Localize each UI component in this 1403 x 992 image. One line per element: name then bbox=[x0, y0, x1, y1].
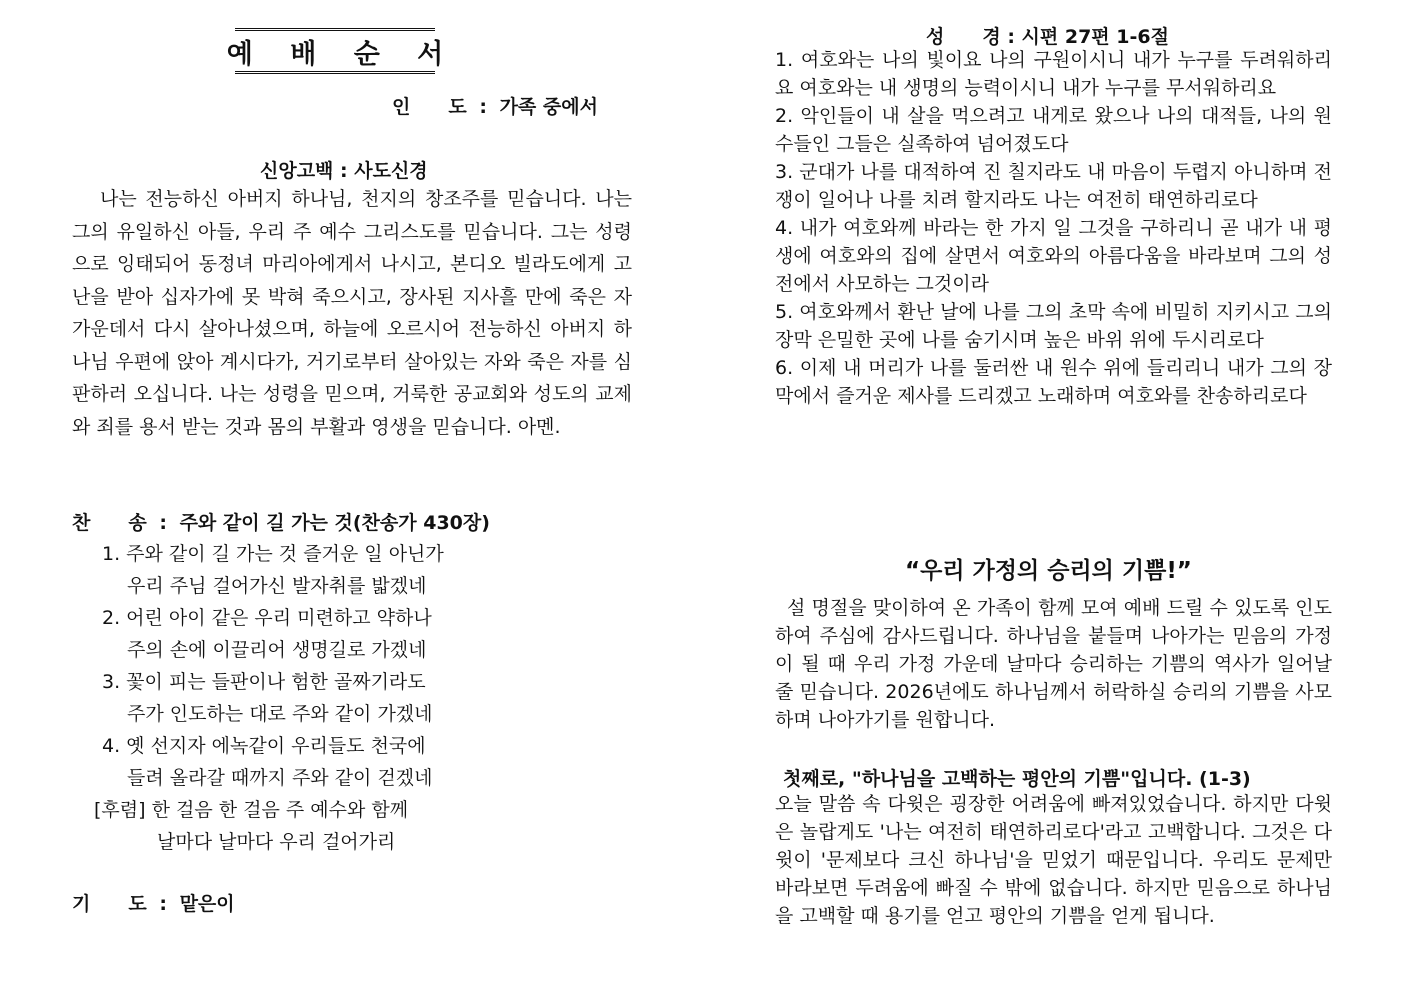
sermon-title: “우리 가정의 승리의 기쁨!” bbox=[905, 558, 1192, 584]
invocation-line bbox=[392, 92, 598, 119]
hymn-colon: : bbox=[159, 512, 167, 534]
hymn-line-2: 우리 주님 걸어가신 발자취를 밟겠네 bbox=[127, 575, 427, 597]
hymn-title: 주와 같이 길 가는 것(찬송가 430장) bbox=[179, 512, 490, 534]
prayer-label: 기 도 bbox=[72, 893, 147, 915]
hymn-label: 찬 송 bbox=[72, 512, 147, 534]
prayer-colon: : bbox=[159, 893, 167, 915]
hymn-line-1: 1. 주와 같이 길 가는 것 즐거운 일 아닌가 bbox=[102, 543, 444, 565]
verse-6: 6. 이제 내 머리가 나를 둘러싼 내 원수 위에 들리리니 내가 그의 장막에서 즐거운 제사를 드리겠고 노래하며 여호와를 찬송하리로다 bbox=[775, 357, 1332, 407]
hymn-line bbox=[72, 508, 490, 535]
prayer-line bbox=[72, 889, 235, 916]
creed-heading: 신앙고백 : 사도신경 bbox=[260, 160, 428, 182]
hymn-refrain-2: 날마다 날마다 우리 걸어가리 bbox=[157, 831, 396, 853]
hymn-line-8: 들려 올라갈 때까지 주와 같이 걷겠네 bbox=[127, 767, 433, 789]
verse-2: 2. 악인들이 내 살을 먹으려고 내게로 왔으나 나의 대적들, 나의 원수들인 그들은 실족하여 넘어졌도다 bbox=[775, 105, 1332, 155]
hymn-line-3: 2. 어린 아이 같은 우리 미련하고 약하나 bbox=[102, 607, 432, 629]
sermon-intro: 설 명절을 맞이하여 온 가족이 함께 모여 예배 드릴 수 있도록 인도하여 주심에 감사드립니다. 하나님을 붙들며 나아가는 믿음의 가정이 될 때 우리 가정 가운데 날마다 승리하는 기쁨의 역사가 일어날 줄 믿습니다. 2026년에도 하나님께서 허락하실 승리의 기쁨을 사모하며 나아가기를 원합니다. bbox=[775, 597, 1332, 731]
hymn-refrain-1: [후렴] 한 걸음 한 걸음 주 예수와 함께 bbox=[94, 799, 409, 821]
point-1-heading: 첫째로, "하나님을 고백하는 평안의 기쁨"입니다. (1-3) bbox=[783, 768, 1251, 790]
verse-3: 3. 군대가 나를 대적하여 진 칠지라도 내 마음이 두렵지 아니하며 전쟁이 일어나 나를 치려 할지라도 나는 여전히 태연하리로다 bbox=[775, 161, 1332, 211]
verse-5: 5. 여호와께서 환난 날에 나를 그의 초막 속에 비밀히 지키시고 그의 장막 은밀한 곳에 나를 숨기시며 높은 바위 위에 두시리로다 bbox=[775, 301, 1332, 351]
scripture-passage bbox=[775, 46, 1332, 410]
prayer-value: 맡은이 bbox=[179, 893, 235, 915]
page-title: 예 배 순 서 bbox=[226, 38, 458, 70]
hymn-line-7: 4. 옛 선지자 에녹같이 우리들도 천국에 bbox=[102, 735, 426, 757]
scripture-heading: 성 경 : 시편 27편 1-6절 bbox=[926, 26, 1169, 48]
hymn-line-5: 3. 꽃이 피는 들판이나 험한 골짜기라도 bbox=[102, 671, 426, 693]
verse-4: 4. 내가 여호와께 바라는 한 가지 일 그것을 구하리니 곧 내가 내 평생에 여호와의 집에 살면서 여호와의 아름다움을 바라보며 그의 성전에서 사모하는 그것이라 bbox=[775, 217, 1332, 295]
invocation-colon: : bbox=[479, 96, 487, 118]
hymn-line-6: 주가 인도하는 대로 주와 같이 가겠네 bbox=[127, 703, 433, 725]
invocation-value: 가족 중에서 bbox=[499, 96, 598, 118]
verse-1: 1. 여호와는 나의 빛이요 나의 구원이시니 내가 누구를 두려워하리요 여호와는 내 생명의 능력이시니 내가 누구를 무서워하리요 bbox=[775, 49, 1332, 99]
order-of-worship-title-box bbox=[226, 28, 458, 74]
invocation-label: 인 도 bbox=[392, 96, 467, 118]
point-1-text: 오늘 말씀 속 다윗은 굉장한 어려움에 빠져있었습니다. 하지만 다윗은 놀랍게도 '나는 여전히 태연하리로다'라고 고백합니다. 그것은 다윗이 '문제보다 크신 하나님'을 믿었기 때문입니다. 우리도 문제만 바라보면 두려움에 빠질 수 밖에 없습니다. 하지만 믿음으로 하나님을 고백할 때 용기를 얻고 평안의 기쁨을 얻게 됩니다. bbox=[775, 793, 1332, 927]
hymn-line-4: 주의 손에 이끌리어 생명길로 가겠네 bbox=[127, 639, 427, 661]
apostles-creed-text: 나는 전능하신 아버지 하나님, 천지의 창조주를 믿습니다. 나는 그의 유일하신 아들, 우리 주 예수 그리스도를 믿습니다. 그는 성령으로 잉태되어 동정녀 마리아에게서 나시고, 본디오 빌라도에게 고난을 받아 십자가에 못 박혀 죽으시고, 장사된 지사흘 만에 죽은 자 가운데서 다시 살아나셨으며, 하늘에 오르시어 전능하신 아버지 하나님 우편에 앉아 계시다가, 거기로부터 살아있는 자와 죽은 자를 심판하러 오십니다. 나는 성령을 믿으며, 거룩한 공교회와 성도의 교제와 죄를 용서 받는 것과 몸의 부활과 영생을 믿습니다. 아멘. bbox=[72, 188, 632, 438]
